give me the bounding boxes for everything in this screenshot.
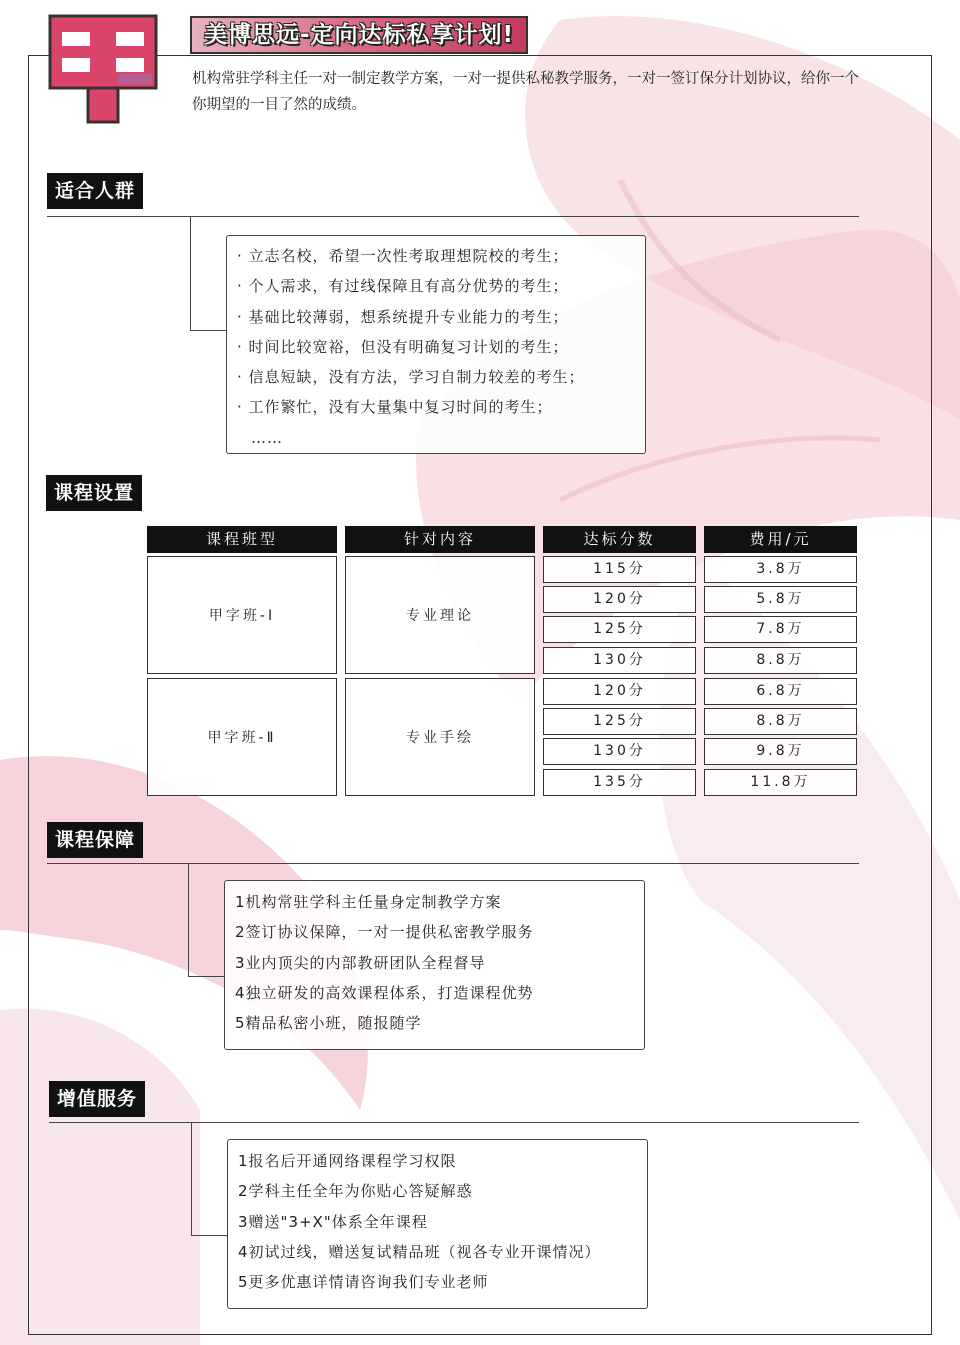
- list-item: 3业内顶尖的内部教研团队全程督导: [235, 953, 486, 972]
- table-cell-fee: 8.8万: [704, 708, 857, 735]
- services-list: [227, 1139, 648, 1309]
- table-header: 课程班型: [147, 526, 337, 553]
- section-title-courses: 课程设置: [46, 475, 142, 511]
- section-title-audience: 适合人群: [47, 173, 143, 209]
- banner-title: 美博思远-定向达标私享计划!: [190, 16, 528, 54]
- list-item: · 信息短缺，没有方法，学习自制力较差的考生；: [237, 368, 585, 387]
- table-cell-score: 115分: [543, 556, 696, 583]
- connector-line: [191, 1122, 192, 1236]
- table-cell-score: 125分: [543, 616, 696, 643]
- intro-text: 机构常驻学科主任一对一制定教学方案，一对一提供私秘教学服务，一对一签订保分计划协议，给你一个你期望的一目了然的成绩。: [192, 71, 859, 113]
- list-item: ……: [251, 428, 283, 447]
- table-cell-fee: 6.8万: [704, 678, 857, 705]
- list-item: 2学科主任全年为你贴心答疑解惑: [238, 1182, 473, 1201]
- connector-line: [190, 330, 227, 331]
- table-cell-score: 120分: [543, 678, 696, 705]
- table-cell-score: 120分: [543, 586, 696, 613]
- connector-line: [191, 1235, 228, 1236]
- table-cell-content: 专业手绘: [345, 678, 535, 796]
- table-header: 费用/元: [704, 526, 857, 553]
- connector-line: [188, 863, 189, 977]
- divider: [47, 863, 859, 864]
- table-cell-score: 135分: [543, 769, 696, 796]
- list-item: 1报名后开通网络课程学习权限: [238, 1152, 457, 1170]
- table-cell-fee: 11.8万: [704, 769, 857, 796]
- table-cell-score: 125分: [543, 708, 696, 735]
- list-item: 1机构常驻学科主任量身定制教学方案: [235, 893, 502, 911]
- section-title-services: 增值服务: [49, 1081, 145, 1117]
- table-header: 针对内容: [345, 526, 535, 553]
- table-cell-fee: 7.8万: [704, 616, 857, 643]
- list-item: · 立志名校，希望一次性考取理想院校的考生；: [237, 247, 569, 265]
- list-item: · 工作繁忙，没有大量集中复习时间的考生；: [237, 398, 553, 417]
- list-item: · 个人需求，有过线保障且有高分优势的考生；: [237, 277, 569, 296]
- list-item: 4初试过线，赠送复试精品班（视各专业开课情况）: [238, 1242, 601, 1261]
- table-cell-class: 甲字班-Ⅱ: [147, 678, 337, 796]
- connector-line: [190, 216, 191, 331]
- table-cell-fee: 9.8万: [704, 738, 857, 765]
- logo-jia-icon: [48, 14, 158, 124]
- table-cell-content: 专业理论: [345, 556, 535, 674]
- list-item: 4独立研发的高效课程体系，打造课程优势: [235, 983, 534, 1002]
- table-cell-class: 甲字班-Ⅰ: [147, 556, 337, 674]
- list-item: 3赠送"3+X"体系全年课程: [238, 1212, 428, 1231]
- table-cell-score: 130分: [543, 738, 696, 765]
- divider: [47, 216, 859, 217]
- section-title-guarantee: 课程保障: [47, 822, 143, 858]
- list-item: 5精品私密小班，随报随学: [235, 1014, 422, 1033]
- table-cell-score: 130分: [543, 647, 696, 674]
- guarantee-list: [224, 880, 645, 1050]
- table-cell-fee: 5.8万: [704, 586, 857, 613]
- connector-line: [188, 976, 225, 977]
- table-header: 达标分数: [543, 526, 696, 553]
- list-item: 5更多优惠详情请咨询我们专业老师: [238, 1273, 489, 1292]
- audience-list: [226, 235, 646, 454]
- divider: [49, 1122, 859, 1123]
- list-item: · 时间比较宽裕，但没有明确复习计划的考生；: [237, 337, 569, 356]
- list-item: 2签订协议保障，一对一提供私密教学服务: [235, 923, 534, 942]
- table-cell-fee: 3.8万: [704, 556, 857, 583]
- table-cell-fee: 8.8万: [704, 647, 857, 674]
- list-item: · 基础比较薄弱，想系统提升专业能力的考生；: [237, 307, 569, 326]
